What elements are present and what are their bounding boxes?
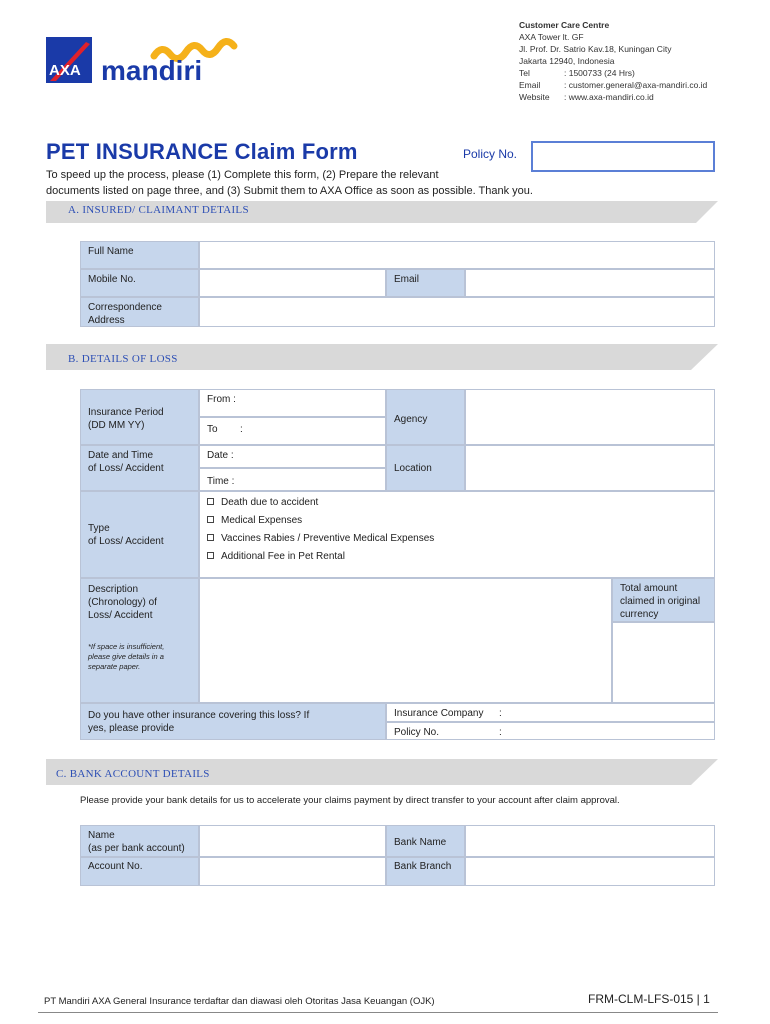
form-number: FRM-CLM-LFS-015 | 1 [588, 992, 710, 1006]
section-a-title: A. INSURED/ CLAIMANT DETAILS [68, 204, 249, 216]
customer-care-block [519, 19, 707, 103]
customer-care-title: Customer Care Centre [519, 20, 610, 30]
checkbox-death[interactable] [207, 498, 214, 505]
address-line: AXA Tower lt. GF [519, 32, 584, 42]
section-a-header [46, 201, 718, 223]
account-name-input[interactable] [199, 825, 386, 857]
location-label: Location [386, 445, 465, 491]
loss-type-label: Type of Loss/ Accident [80, 491, 199, 578]
axa-mandiri-logo [46, 34, 256, 86]
bank-name-label: Bank Name [386, 825, 465, 857]
account-no-label: Account No. [80, 857, 199, 886]
checkbox-pet-rental[interactable] [207, 552, 214, 559]
description-input[interactable] [199, 578, 612, 703]
full-name-label: Full Name [80, 241, 199, 269]
total-amount-input[interactable] [612, 622, 715, 703]
period-to-input[interactable]: To : [199, 417, 386, 445]
address-label: Correspondence Address [80, 297, 199, 327]
section-c-header [46, 759, 718, 781]
other-policy-no-input[interactable]: Policy No. : [386, 722, 715, 740]
loss-date-input[interactable]: Date : [199, 445, 386, 468]
logo-mandiri-text: mandiri [101, 55, 203, 86]
checkbox-vaccines[interactable] [207, 534, 214, 541]
section-b-title: B. DETAILS OF LOSS [68, 353, 178, 365]
website-row: Website : www.axa-mandiri.co.id [519, 92, 654, 102]
date-time-label: Date and Time of Loss/ Accident [80, 445, 199, 491]
logo-axa-text: AXA [49, 62, 81, 79]
option-medical[interactable]: Medical Expenses [207, 514, 707, 532]
description-label: Description (Chronology) of Loss/ Accident *If space is insufficient, please give details in a separate paper. [80, 578, 199, 703]
bank-branch-input[interactable] [465, 857, 715, 886]
footer-text: PT Mandiri AXA General Insurance terdaftar dan diawasi oleh Otoritas Jasa Keuangan (OJK) [44, 996, 435, 1007]
address-line: Jl. Prof. Dr. Satrio Kav.18, Kuningan City [519, 44, 672, 54]
tel-row: Tel : 1500733 (24 Hrs) [519, 68, 635, 78]
checkbox-medical[interactable] [207, 516, 214, 523]
mobile-input[interactable] [199, 269, 386, 297]
period-from-input[interactable]: From : [199, 389, 386, 417]
option-pet-rental[interactable]: Additional Fee in Pet Rental [207, 550, 707, 568]
option-death[interactable]: Death due to accident [207, 496, 707, 514]
account-no-input[interactable] [199, 857, 386, 886]
agency-input[interactable] [465, 389, 715, 445]
axa-mandiri-logo-graphic [46, 34, 256, 86]
address-input[interactable] [199, 297, 715, 327]
insurance-period-label: Insurance Period (DD MM YY) [80, 389, 199, 445]
section-c-title: C. BANK ACCOUNT DETAILS [56, 768, 210, 780]
loss-time-input[interactable]: Time : [199, 468, 386, 491]
section-b-header [46, 344, 718, 366]
option-vaccines[interactable]: Vaccines Rabies / Preventive Medical Expenses [207, 532, 707, 550]
total-amount-label: Total amount claimed in original currency [612, 578, 715, 622]
location-input[interactable] [465, 445, 715, 491]
other-insurance-label: Do you have other insurance covering this loss? If yes, please provide [80, 703, 386, 740]
email-input[interactable] [465, 269, 715, 297]
email-label: Email [386, 269, 465, 297]
mobile-label: Mobile No. [80, 269, 199, 297]
address-line: Jakarta 12940, Indonesia [519, 56, 615, 66]
footer-divider [38, 1012, 718, 1013]
bank-branch-label: Bank Branch [386, 857, 465, 886]
form-title: PET INSURANCE Claim Form [46, 139, 358, 164]
bank-name-input[interactable] [465, 825, 715, 857]
bank-instruction: Please provide your bank details for us to accelerate your claims payment by direct transfer to your account after claim approval. [80, 795, 620, 806]
loss-type-options [199, 491, 715, 578]
insurance-company-input[interactable]: Insurance Company : [386, 703, 715, 722]
policy-no-label: Policy No. [463, 147, 518, 161]
full-name-input[interactable] [199, 241, 715, 269]
intro-text: To speed up the process, please (1) Complete this form, (2) Prepare the relevant documents listed on page three, and (3) Submit them to AXA Office as soon as possible. Thank you. [46, 169, 533, 197]
description-note: *If space is insufficient, please give details in a separate paper. [88, 642, 165, 671]
account-name-label: Name (as per bank account) [80, 825, 199, 857]
agency-label: Agency [386, 389, 465, 445]
email-row: Email : customer.general@axa-mandiri.co.id [519, 80, 708, 90]
